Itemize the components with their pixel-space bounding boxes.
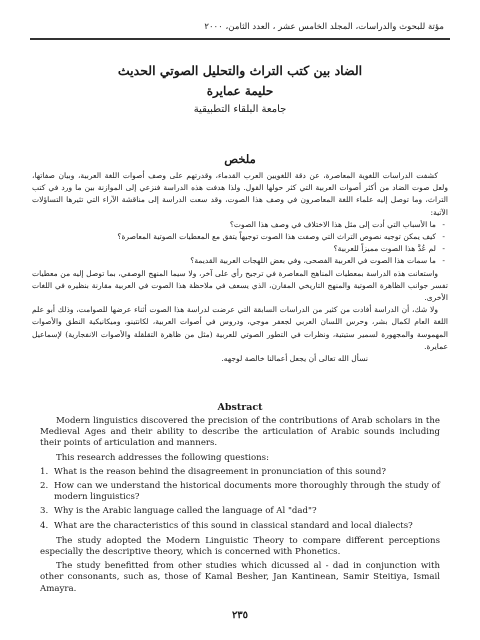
english-abstract xyxy=(40,416,440,598)
question-text: How can we understand the historical documents more thoroughly through the study of modern linguistics? xyxy=(54,481,440,503)
arabic-question: - ما سمات هذا الصوت في العربية الفصحى، وفي بعض اللهجات العربية القديمة؟ xyxy=(32,255,436,267)
english-paragraph-sources: The study benefitted from other studies which dicussed al - dad in conjunction with other consonants, such as, those of Kamal Besher, Jan Kantinean, Samir Steitiya, Ismail Amayra. xyxy=(40,561,440,594)
page-number: ٢٣٥ xyxy=(231,610,249,621)
arabic-paragraph-method: واستعانت هذه الدراسة بمعطيات المناهج المعاصرة في ترجيح رأي على آخر، ولا سيما المنهج الوصفي، بما توصل إليه من معطيات تفسر جوانب الظاهرة الصوتية والمنهج التاريخي المقارن، الذي يسعف في ملاحظة هذا الصوت في العربية مقارنة بنظيره في اللغات الأخرى. xyxy=(32,268,448,303)
author-name: حليمة عمايرة xyxy=(206,84,274,98)
question-number: 1. xyxy=(40,466,49,477)
header-rule xyxy=(30,38,450,40)
english-question xyxy=(40,521,440,532)
question-text: What are the characteristics of this sound in classical standard and local dialects? xyxy=(54,520,413,531)
arabic-question: - كيف يمكن توجيه نصوص التراث التي وصفت هذا الصوت توجيهاً يتفق مع المعطيات الصوتية المعاصرة؟ xyxy=(32,231,436,243)
question-text: Why is the Arabic language called the language of Al "dad"? xyxy=(54,506,317,517)
running-header: مؤتة للبحوث والدراسات، المجلد الخامس عشر ، العدد الثامن، ٢٠٠٠ xyxy=(204,22,444,32)
english-question-list xyxy=(40,467,440,532)
arabic-abstract-heading: ملخص xyxy=(224,152,256,166)
arabic-question: - ما الأسباب التي أدت إلى مثل هذا الاختلاف في وصف هذا الصوت؟ xyxy=(32,219,436,231)
paper-title: الضاد بين كتب التراث والتحليل الصوتي الحديث xyxy=(117,63,363,78)
english-paragraph-method: The study adopted the Modern Linguistic Theory to compare different perceptions especially the descriptive theory, which is concerned with Phonetics. xyxy=(40,535,440,558)
english-question xyxy=(40,467,440,478)
arabic-question-list xyxy=(32,219,448,268)
arabic-closing: نسأل الله تعالى أن يجعل أعمالنا خالصة لوجهه. xyxy=(221,354,368,364)
question-number: 3. xyxy=(40,506,49,517)
arabic-paragraph-sources: ولا شك، أن الدراسة أفادت من كثير من الدراسات السابقة التي عرضت لدراسة هذا الصوت أثناء عرضها للصوامت، وذلك أبو علم اللغة العام لكمال بشر، وحرس اللسان العربي لجعفر موجي، ودروس في أصوات العربية، لكانتينو، وميكانيكية النطق والأصوات المهموسة والمجهورة لسمير ستيتية، ونظرات في التطور الصوتي للعربية (مثل من ظاهرة التقلقلة والأصوات الانفجارية) لإسماعيل عمايرة. xyxy=(32,305,448,351)
english-question xyxy=(40,481,440,503)
question-text: What is the reason behind the disagreement in pronunciation of this sound? xyxy=(54,466,386,477)
english-abstract-heading: Abstract xyxy=(217,402,263,413)
question-number: 2. xyxy=(40,481,49,492)
author-affiliation: جامعة البلقاء التطبيقية xyxy=(193,104,287,115)
arabic-intro: كشفت الدراسات اللغوية المعاصرة، عن دقة اللغويين العرب القدماء، وقدرتهم على وصف أصوات اللغة العربية، وبيان صفاتها، ولعل صوت الضاد من أكثر أصوات العربية التي كثر حولها القول. ولذا هدفت هذه الدراسة فنزعي إلى الموازنة بين ما ورد في كتب التراث، وما توصل إليه علماء اللغة المعاصرون في وصف هذا الصوت، وقد سعت الدراسة إلى مناقشة الآراء التي تثيرها التساؤلات الآتية: xyxy=(32,171,448,217)
english-paragraph-questions-lead: This research addresses the following questions: xyxy=(56,452,269,463)
arabic-abstract xyxy=(32,170,448,365)
question-number: 4. xyxy=(40,520,49,531)
title-block xyxy=(30,62,450,118)
english-paragraph-intro: Modern linguistics discovered the precision of the contributions of Arab scholars in the Medieval Ages and their ability to describe the articulation of Arabic sounds including their points of articulation and manners. xyxy=(40,416,440,449)
english-question xyxy=(40,506,440,517)
arabic-question: - لم عُدَّ هذا الصوت مميزاً للعربية؟ xyxy=(32,243,436,255)
